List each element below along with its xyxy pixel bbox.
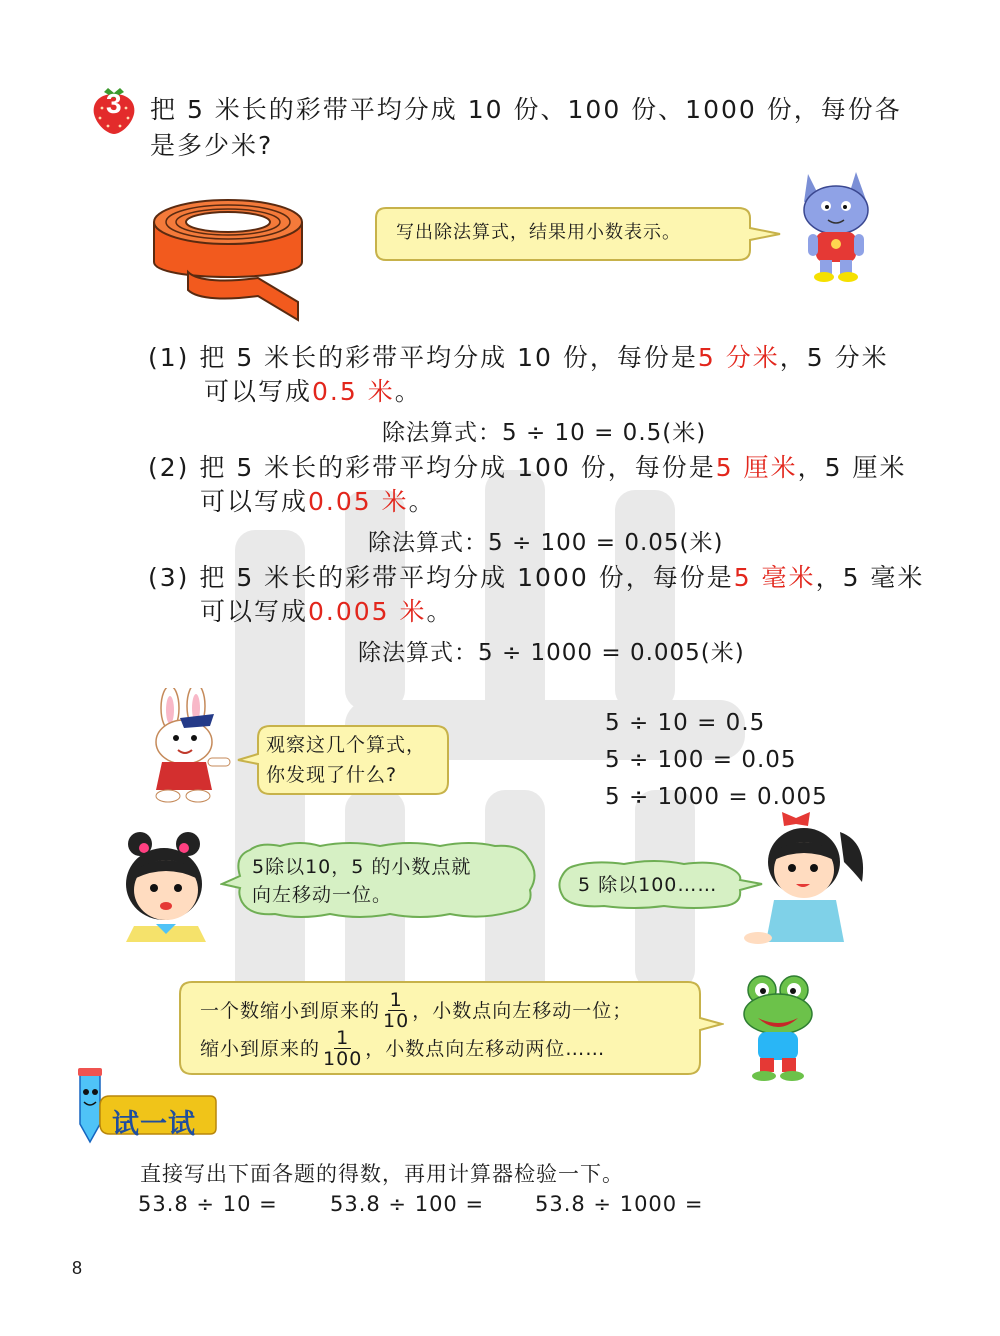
frog-bubble-line-2-pre: 缩小到原来的 <box>200 1037 321 1060</box>
part-1-line-1 <box>148 340 889 376</box>
frog-bubble-line-2 <box>200 1028 605 1069</box>
fraction-1-numerator: 1 <box>389 989 403 1011</box>
fraction-one-hundredth <box>323 1028 362 1069</box>
part-2-line-2 <box>200 484 436 520</box>
part-1-red-decimal: 0.5 米 <box>312 377 395 406</box>
frog-bubble-line-2-post: ，小数点向左移动两位…… <box>365 1037 606 1060</box>
rabbit-bubble-line-1: 观察这几个算式， <box>266 734 427 756</box>
part-2-formula: 除法算式：5 ÷ 100 = 0.05(米) <box>368 530 724 556</box>
frog-bubble-line-1 <box>200 990 632 1031</box>
part-3-text: 把 5 米长的彩带平均分成 1000 份，每份是 <box>199 563 734 592</box>
fraction-one-tenth <box>383 990 409 1031</box>
part-2-text: 把 5 米长的彩带平均分成 100 份，每份是 <box>199 453 716 482</box>
girl-right-illustration <box>744 812 874 948</box>
part-2-line-1 <box>148 450 907 486</box>
part-3-line-2 <box>200 594 454 630</box>
try-section-title: 试一试 <box>112 1109 196 1140</box>
part-3-line-2-text: 可以写成 <box>200 597 309 626</box>
girl-left-illustration <box>110 826 220 942</box>
part-1-text-tail: ，5 分米 <box>779 343 889 372</box>
part-2-text-tail: ，5 厘米 <box>797 453 907 482</box>
question-line-2: 是多少米? <box>150 131 274 160</box>
part-2-label: (2) <box>148 453 190 482</box>
page-number: 8 <box>72 1258 83 1278</box>
part-1-line-2-text: 可以写成 <box>204 377 313 406</box>
part-3-text-tail: ，5 毫米 <box>815 563 925 592</box>
cat-character-illustration <box>786 168 886 283</box>
girl-left-bubble-line-2: 向左移动一位。 <box>252 884 393 906</box>
frog-bubble-line-1-post: ，小数点向左移动一位； <box>412 999 633 1022</box>
rabbit-bubble-line-2: 你发现了什么? <box>266 764 398 786</box>
fraction-1-denominator: 10 <box>383 1010 410 1032</box>
part-1-label: (1) <box>148 343 190 372</box>
part-2-red-decimal: 0.05 米 <box>308 487 409 516</box>
part-3-formula: 除法算式：5 ÷ 1000 = 0.005(米) <box>358 640 745 666</box>
rabbit-character-illustration <box>140 688 240 806</box>
frog-bubble-line-1-pre: 一个数缩小到原来的 <box>200 999 381 1022</box>
part-2-red-answer: 5 厘米 <box>715 453 798 482</box>
ribbon-roll-illustration <box>148 182 308 322</box>
fraction-2-denominator: 100 <box>323 1048 363 1070</box>
exercise-2: 53.8 ÷ 100 = <box>330 1192 485 1216</box>
result-line-3: 5 ÷ 1000 = 0.005 <box>605 784 828 810</box>
part-3-red-decimal: 0.005 米 <box>308 597 427 626</box>
fraction-2-numerator: 1 <box>336 1027 350 1049</box>
example-number: 3 <box>106 88 122 119</box>
part-1-red-answer: 5 分米 <box>697 343 780 372</box>
girl-left-bubble-line-1: 5除以10，5 的小数点就 <box>252 856 472 878</box>
part-3-line-1 <box>148 560 924 596</box>
girl-right-bubble-text: 5 除以100…… <box>578 874 718 896</box>
part-1-formula: 除法算式：5 ÷ 10 = 0.5(米) <box>382 420 707 446</box>
hint-text: 写出除法算式，结果用小数表示。 <box>396 222 681 243</box>
part-2-line-2-text: 可以写成 <box>200 487 309 516</box>
result-line-1: 5 ÷ 10 = 0.5 <box>605 710 766 736</box>
part-1-line-2 <box>204 374 422 410</box>
try-instruction: 直接写出下面各题的得数，再用计算器检验一下。 <box>140 1162 624 1186</box>
frog-character-illustration <box>728 972 828 1082</box>
exercise-1: 53.8 ÷ 10 = <box>138 1192 278 1216</box>
question-line-1: 把 5 米长的彩带平均分成 10 份、100 份、1000 份，每份各 <box>150 95 902 124</box>
exercise-3: 53.8 ÷ 1000 = <box>535 1192 704 1216</box>
part-3-label: (3) <box>148 563 190 592</box>
part-1-text: 把 5 米长的彩带平均分成 10 份，每份是 <box>199 343 698 372</box>
part-1-period: 。 <box>394 377 422 406</box>
part-2-period: 。 <box>408 487 436 516</box>
part-3-period: 。 <box>426 597 454 626</box>
part-3-red-answer: 5 毫米 <box>733 563 816 592</box>
result-line-2: 5 ÷ 100 = 0.05 <box>605 747 797 773</box>
